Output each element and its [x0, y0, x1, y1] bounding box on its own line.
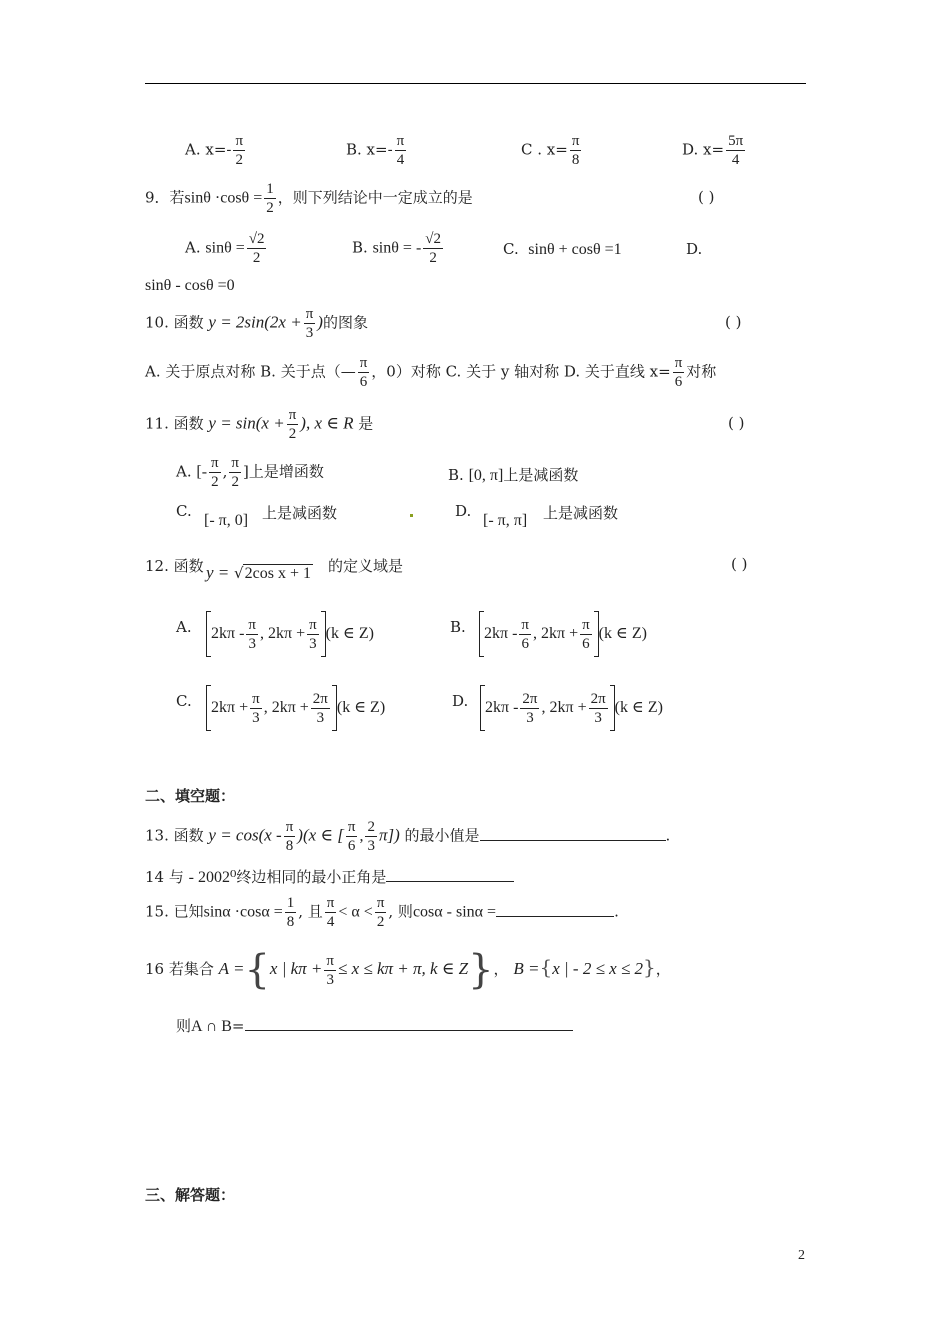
q11-option-a: A. [- $\frac{\pi}{2}$ , $\frac{\pi}{2}$ ]上是增函数	[176, 455, 324, 490]
q11-option-b: B. [0, π]上是减函数	[448, 466, 579, 484]
q10-options: A. 关于原点对称 B. 关于点（— $\frac{\pi}{6}$ ，0）对称 C. 关于 y 轴对称 D. 关于直线 x= $\frac{\pi}{6}$ 对称	[145, 355, 717, 390]
q9-answer-paren: ( )	[698, 188, 715, 206]
stray-dot	[410, 514, 413, 517]
q13: 13. 函数 y = cos(x - $\frac{\pi}{8}$ )(x ∈ [ $\frac{\pi}{6}$ , $\frac{2}{3}$ π]) 的最小值是 .	[145, 819, 671, 854]
q10-answer-paren: ( )	[725, 313, 742, 331]
q10-stem: 10. 函数 y = 2sin(2x + $\frac{\pi}{3}$ )的图象	[145, 306, 368, 341]
page-number: 2	[798, 1248, 805, 1263]
q11-option-d-label: D.	[455, 502, 472, 520]
q12-option-c-label: C.	[176, 692, 192, 710]
q11-answer-paren: ( )	[728, 414, 745, 432]
q8-option-c: C . x= $\frac{\pi}{8}$	[521, 133, 580, 168]
q12-answer-paren: ( )	[731, 555, 748, 573]
q15-answer-blank[interactable]	[496, 916, 614, 917]
header-rule	[145, 83, 806, 84]
q14-answer-blank[interactable]	[386, 881, 514, 882]
q12-stem-prefix: 12. 函数	[145, 557, 204, 575]
q16-intersection: 则A ∩ B=	[176, 1015, 573, 1036]
q8-option-b: B. x=- $\frac{\pi}{4}$	[346, 133, 405, 168]
q8-option-d: D. x= $\frac{5\pi}{4}$	[682, 133, 744, 168]
q11-option-d-interval: [- π, π]	[483, 512, 528, 529]
q12-option-a-label: A.	[176, 618, 192, 636]
q12-stem-suffix: 的定义域是	[328, 557, 404, 575]
q11-option-d-text: 上是减函数	[543, 504, 619, 522]
q9-option-c: C. sinθ + cosθ =1	[503, 240, 622, 258]
q8-option-a: A. x=- $\frac{\pi}{2}$	[185, 133, 244, 168]
q16: 16 若集合 A ={x | kπ + $\frac{\pi}{3}$ ≤ x ≤ kπ + π, k ∈ Z}， B ={x | - 2 ≤ x ≤ 2}，	[145, 947, 671, 993]
q12-option-d: 2kπ - $\frac{2\pi}{3}$ , 2kπ + $\frac{2\pi}{3}$ (k ∈ Z)	[480, 685, 663, 731]
q16-answer-blank[interactable]	[245, 1030, 573, 1031]
q12-option-d-label: D.	[452, 692, 469, 710]
q12-option-b: 2kπ - $\frac{\pi}{6}$ , 2kπ + $\frac{\pi}{6}$ (k ∈ Z)	[479, 611, 647, 657]
q11-option-c-interval: [- π, 0]	[204, 512, 249, 529]
q12-option-a: 2kπ - $\frac{\pi}{3}$ , 2kπ + $\frac{\pi}{3}$ (k ∈ Z)	[206, 611, 374, 657]
q9-option-d-label: D.	[686, 240, 703, 258]
q9-option-d-expr: sinθ - cosθ =0	[145, 277, 235, 294]
q9-option-a: A. sinθ = $\frac{√2}{2}$	[185, 231, 265, 266]
section-2-title: 二、填空题：	[145, 787, 236, 805]
q15: 15. 已知sinα ·cosα = $\frac{1}{8}$ , 且 $\frac{\pi}{4}$ < α < $\frac{\pi}{2}$ , 则cosα - sinα = .	[145, 895, 619, 930]
q13-answer-blank[interactable]	[480, 840, 666, 841]
q12-option-b-label: B.	[450, 618, 466, 636]
q11-option-c-text: 上是减函数	[262, 504, 338, 522]
q9-option-b: B. sinθ = - $\frac{√2}{2}$	[352, 231, 441, 266]
section-3-title: 三、解答题：	[145, 1186, 236, 1204]
q12-stem-expr: y = √2cos x + 1	[206, 563, 311, 582]
q9-stem: 9．若sinθ ·cosθ = $\frac{1}{2}$ ，则下列结论中一定成立的是	[145, 181, 473, 216]
q11-option-c-label: C.	[176, 502, 192, 520]
q14: 14 与 - 2002⁰终边相同的最小正角是	[145, 866, 514, 887]
q12-option-c: 2kπ + $\frac{\pi}{3}$ , 2kπ + $\frac{2\pi}{3}$ (k ∈ Z)	[206, 685, 385, 731]
q11-stem: 11. 函数 y = sin(x + $\frac{\pi}{2}$ ), x ∈ R 是	[145, 407, 374, 442]
